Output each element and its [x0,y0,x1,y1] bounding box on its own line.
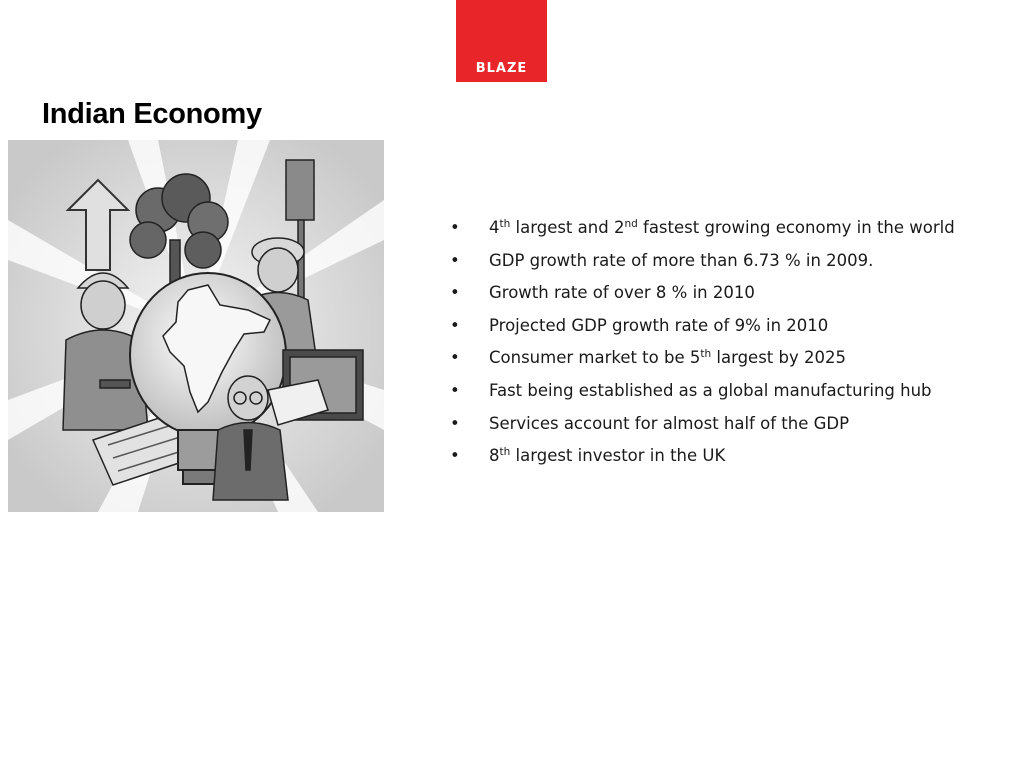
monitor [268,350,363,425]
india-economy-illustration [8,140,384,512]
bullet-text [489,375,932,408]
bullet-text-run: largest and 2 [510,218,625,237]
bullet-icon: • [450,250,460,270]
ordinal-suffix: th [700,348,712,361]
bullet-text-run: GDP growth rate of more than 6.73 % in 2009. [489,250,874,270]
logo-text: BLAZE [475,61,528,76]
bullet-icon: • [450,380,460,400]
bullet-icon: • [450,348,460,368]
bullet-text [489,277,755,310]
ordinal-suffix: nd [624,218,638,230]
bullet-icon: • [450,446,460,466]
bullet-item [450,440,1022,473]
bullet-item [450,342,1022,375]
bullet-item [450,245,1022,278]
bullet-icon: • [450,315,460,335]
bullet-text [489,440,725,473]
bullet-list [450,212,1022,473]
bullet-item [450,277,1022,310]
bullet-text [489,408,849,441]
bullet-text-run: Growth rate of over 8 % in 2010 [489,283,755,303]
bullet-text-run: 4 [489,218,500,237]
blaze-logo [456,0,547,82]
bullet-item [450,408,1022,441]
slide-title: Indian Economy [42,98,262,130]
bullet-text [489,310,828,343]
bullet-text-run: Consumer market to be 5 [489,348,701,368]
bullet-text [489,212,955,245]
bullet-text-run: Fast being established as a global manufacturing hub [489,380,932,400]
bullet-icon: • [450,413,460,433]
bullet-text-run: largest investor in the UK [510,446,726,466]
bullet-icon: • [450,283,460,303]
ordinal-suffix: th [499,446,511,459]
bullet-text-run: largest by 2025 [711,348,846,368]
bullet-item [450,212,1022,245]
ordinal-suffix: th [499,218,511,230]
bullet-icon: • [450,218,460,237]
bullet-text [489,342,846,375]
bullet-text-run: fastest growing economy in the world [637,218,955,237]
bullet-text-run: Services account for almost half of the GDP [489,413,850,433]
bullet-text-run: Projected GDP growth rate of 9% in 2010 [489,315,829,335]
bullet-item [450,375,1022,408]
bullet-text-run: 8 [489,446,500,466]
bullet-item [450,310,1022,343]
bullet-text [489,245,873,278]
